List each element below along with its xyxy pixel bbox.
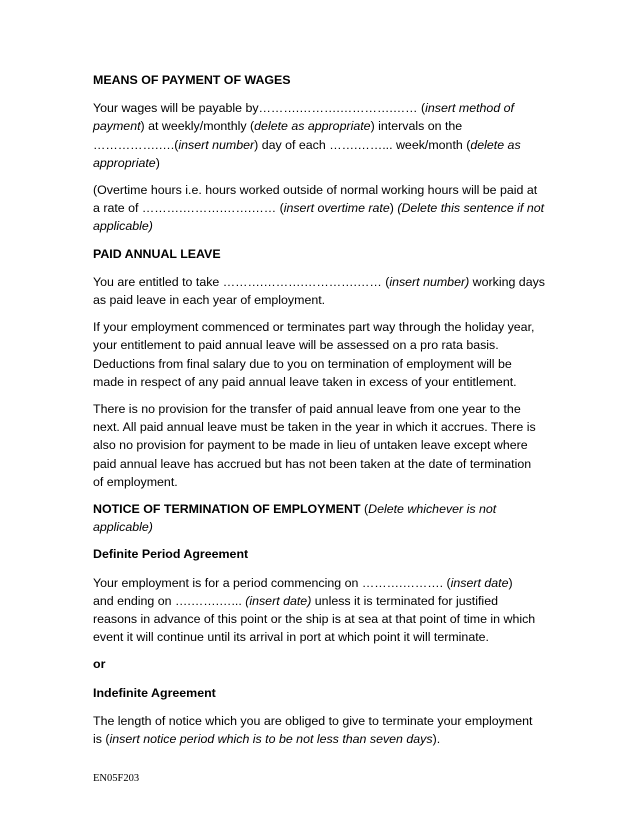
text-line: as paid leave in each year of employment.	[93, 293, 326, 308]
text-line: appropriate)	[93, 155, 160, 170]
text-line: is (insert notice period which is to be not less than seven days).	[93, 732, 441, 747]
text-line: There is no provision for the transfer of paid annual leave from one year to the	[93, 402, 521, 417]
text-line: Your wages will be payable by……….……….………….…… (insert method of	[93, 101, 514, 116]
text-line: applicable)	[93, 520, 153, 535]
text-line: event it will continue until its arrival in port at which point it will terminate.	[93, 630, 489, 645]
text-line: Deductions from final salary due to you on termination of employment will be	[93, 356, 512, 371]
text-line: of employment.	[93, 474, 178, 489]
text-line: payment) at weekly/monthly (delete as appropriate) intervals on the	[93, 119, 463, 134]
text-line: and ending on ….…….…... (insert date) unless it is terminated for justified	[93, 593, 498, 608]
footer-document-code: EN05F203	[93, 773, 140, 784]
paragraph-notice-period	[93, 712, 563, 748]
paragraph-pro-rata	[93, 318, 563, 391]
document-body	[93, 71, 563, 757]
heading-paid-annual-leave: PAID ANNUAL LEAVE	[93, 246, 221, 261]
text-line: reasons in advance of this point or the ship is at sea at that point of time in which	[93, 612, 536, 627]
paragraph-payment-terms	[93, 99, 563, 172]
text-line: applicable)	[93, 219, 153, 234]
text-line: a rate of ……….……….…….…… (insert overtime rate) (Delete this sentence if not	[93, 201, 545, 216]
text-line: You are entitled to take ……….……….………….…… (insert number) working days	[93, 274, 545, 289]
paragraph-definite-period	[93, 574, 563, 647]
paragraph-leave-entitlement	[93, 273, 563, 309]
text-line: NOTICE OF TERMINATION OF EMPLOYMENT (Delete whichever is not	[93, 502, 497, 517]
text-line: paid annual leave has accrued but has not been taken at the date of termination	[93, 456, 532, 471]
text-line: your entitlement to paid annual leave will be assessed on a pro rata basis.	[93, 338, 499, 353]
heading-indefinite-agreement: Indefinite Agreement	[93, 685, 216, 700]
heading-means-of-payment: MEANS OF PAYMENT OF WAGES	[93, 73, 291, 87]
text-line: (Overtime hours i.e. hours worked outside of normal working hours will be paid at	[93, 183, 538, 198]
or-separator: or	[93, 657, 106, 672]
text-line: made in respect of any paid annual leave taken in excess of your entitlement.	[93, 374, 517, 389]
heading-definite-period: Definite Period Agreement	[93, 547, 249, 562]
text-line: next. All paid annual leave must be taken in the year in which it accrues. There is	[93, 420, 536, 435]
paragraph-leave-transfer	[93, 400, 563, 491]
text-line: …………….….(insert number) day of each …….……... week/month (delete as	[93, 137, 521, 152]
text-line: also no provision for payment to be made in lieu of untaken leave except where	[93, 438, 528, 453]
text-line: Your employment is for a period commencing on ……….………. (insert date)	[93, 575, 513, 590]
text-line: If your employment commenced or terminates part way through the holiday year,	[93, 320, 535, 335]
text-line: The length of notice which you are obliged to give to terminate your employment	[93, 713, 533, 728]
heading-notice-of-termination	[93, 500, 563, 536]
paragraph-overtime	[93, 181, 563, 236]
